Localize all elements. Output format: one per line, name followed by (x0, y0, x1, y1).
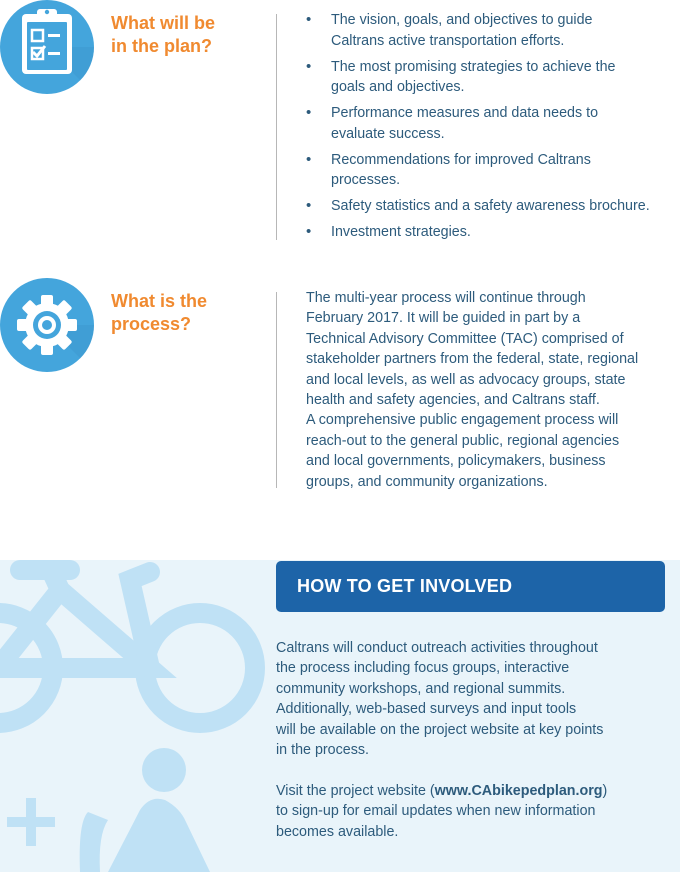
text-line: Caltrans will conduct outreach activities throughout (276, 640, 598, 656)
text-line: Technical Advisory Committee (TAC) comprised of (306, 330, 624, 347)
text-line: will be available on the project website at key points (276, 721, 604, 738)
text-line: and local governments, policymakers, business (306, 453, 606, 470)
text-line: The multi-year process will continue through (306, 290, 586, 306)
plan-heading (111, 12, 215, 58)
list-item (306, 103, 666, 144)
bicycle-icon (0, 568, 255, 723)
pedestrian-icon (80, 748, 210, 872)
process-heading-line2: process? (111, 314, 192, 334)
project-website-link[interactable]: www.CAbikepedplan.org (434, 782, 603, 799)
involved-panel (0, 560, 680, 872)
list-item (306, 150, 666, 191)
text-line: becomes available. (276, 823, 399, 840)
process-heading (111, 290, 207, 336)
list-item (306, 10, 666, 51)
plus-icon (7, 798, 55, 846)
plan-heading-line1: What will be (111, 13, 216, 33)
list-item-line: evaluate success. (331, 125, 445, 142)
process-divider (276, 292, 277, 488)
process-description (306, 288, 671, 492)
plan-bullet-list (306, 10, 666, 248)
list-item-line: Caltrans active transportation efforts. (331, 32, 565, 49)
list-item-line: • Performance measures and data needs to (331, 105, 599, 121)
plan-icon-circle (0, 0, 94, 94)
text-line: groups, and community organizations. (306, 473, 548, 490)
paragraph-spacer (276, 760, 656, 780)
text-line: in the process. (276, 742, 369, 759)
process-heading-line1: What is the (111, 291, 208, 311)
text-line: stakeholder partners from the federal, state, regional (306, 351, 639, 368)
text-line: health and safety agencies, and Caltrans staff. (306, 392, 600, 409)
involved-description (276, 638, 656, 842)
clipboard-checklist-icon (0, 0, 94, 94)
list-item-line: processes. (331, 172, 401, 188)
gear-icon (0, 278, 94, 372)
text-line: Additionally, web-based surveys and input tools (276, 701, 577, 718)
list-item (306, 196, 666, 217)
text-line: and local levels, as well as advocacy groups, state (306, 371, 626, 388)
involved-title: HOW TO GET INVOLVED (297, 576, 513, 596)
list-item (306, 57, 666, 98)
visit-prefix: Visit the project website ( (276, 782, 435, 799)
list-item-line: • Recommendations for improved Caltrans (331, 151, 591, 168)
text-line: A comprehensive public engagement process will (306, 412, 619, 429)
list-item-line: • Investment strategies. (331, 224, 471, 240)
involved-title-bar (276, 561, 665, 612)
visit-suffix: ) (602, 782, 608, 799)
list-item-line: goals and objectives. (331, 79, 465, 95)
list-item-line: • The vision, goals, and objectives to guide (331, 12, 593, 28)
text-line: the process including focus groups, interactive (276, 660, 570, 677)
plan-divider (276, 14, 277, 240)
text-line: reach-out to the general public, regional agencies (306, 432, 620, 449)
visit-line (276, 781, 656, 801)
text-line: community workshops, and regional summits. (276, 680, 566, 697)
list-item (306, 222, 666, 243)
process-icon-circle (0, 278, 94, 372)
list-item-line: • Safety statistics and a safety awareness brochure. (331, 198, 650, 214)
text-line: February 2017. It will be guided in part by a (306, 310, 581, 327)
text-line: to sign-up for email updates when new information (276, 803, 596, 820)
plan-heading-line2: in the plan? (111, 36, 212, 56)
list-item-line: • The most promising strategies to achieve the (331, 58, 616, 75)
involved-background-art (0, 560, 270, 872)
